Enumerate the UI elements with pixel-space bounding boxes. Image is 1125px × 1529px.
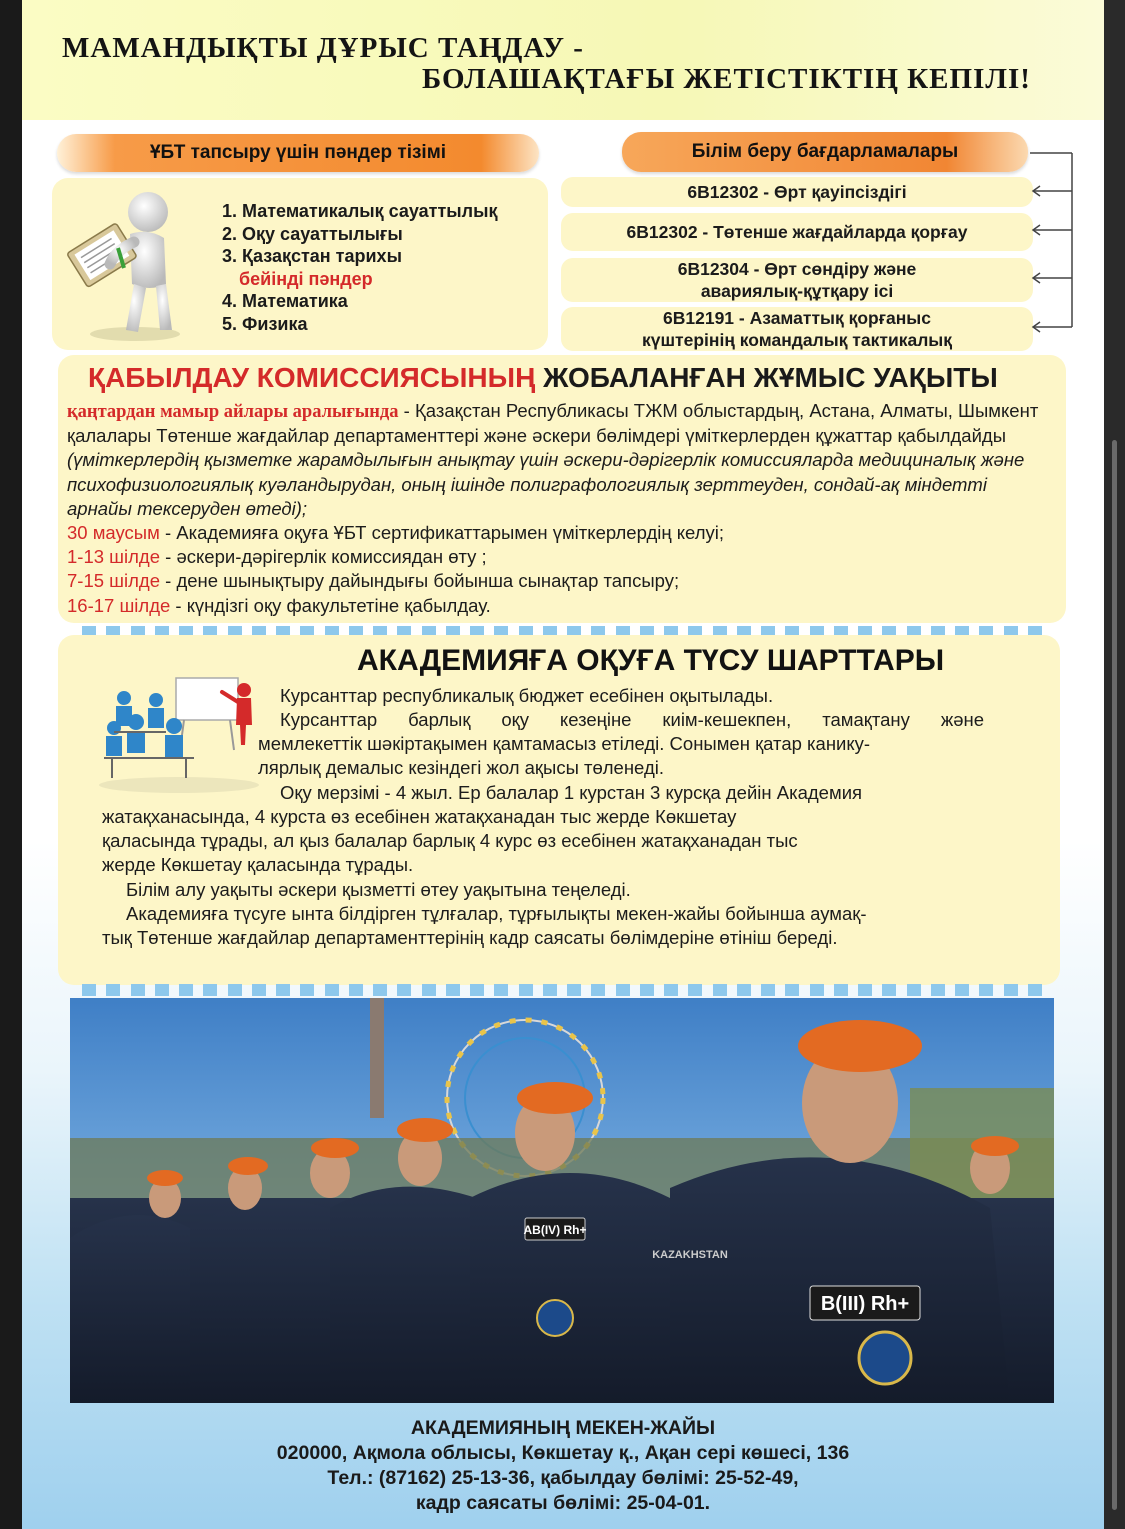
divider-dash (616, 984, 630, 996)
subject-item: 3. Қазақстан тарихы (222, 246, 402, 266)
condition-line: Академияға түсуге ынта білдірген тұлғалар, тұрғылықты мекен-жайы бойынша аумақ- (126, 903, 867, 924)
condition-paragraph (102, 805, 798, 878)
commission-title (88, 362, 998, 394)
program-item (561, 177, 1033, 207)
divider-dash (810, 984, 824, 996)
divider-dash (131, 984, 145, 996)
divider-dash (470, 984, 484, 996)
address-title: АКАДЕМИЯНЫҢ МЕКЕН-ЖАЙЫ (410, 1417, 716, 1439)
condition-line: лярлық демалыс кезіндегі жол ақысы төленеді. (258, 757, 664, 779)
condition-paragraph (280, 781, 862, 805)
page-title-line2: БОЛАШАҚТАҒЫ ЖЕТІСТІКТІҢ КЕПІЛІ! (422, 63, 1031, 95)
scrollbar-thumb[interactable] (1112, 440, 1117, 1510)
divider-dash (82, 984, 96, 996)
divider-dash (155, 984, 169, 996)
divider-dash (203, 984, 217, 996)
condition-line: жерде Көкшетау қаласында тұрады. (102, 854, 414, 876)
divider-dash (106, 984, 120, 996)
divider-dash (397, 984, 411, 996)
viewer-scrollbar[interactable] (1104, 0, 1125, 1529)
schedule-date: 30 маусым (67, 522, 160, 544)
divider-dash (422, 984, 436, 996)
divider-dash (446, 984, 460, 996)
dashed-divider (82, 984, 1042, 996)
photo-badge-blood-2: AB(IV) Rh+ (523, 1223, 587, 1237)
condition-line: қаласында тұрады, ал қыз балалар барлық 4 курс өз есебінен жатақханадан тыс (102, 830, 798, 852)
divider-dash (519, 984, 533, 996)
program-label: 6В12191 - Азаматтық қорғаныс (663, 308, 931, 328)
commission-paragraph (67, 399, 1057, 521)
condition-line: мемлекеттік шәкіртақымен қамтамасыз етіледі. Сонымен қатар канику- (258, 733, 871, 755)
divider-dash (737, 984, 751, 996)
figure-with-clipboard-icon (60, 184, 200, 344)
condition-paragraph: Курсанттар республикалық бюджет есебінен оқытылады. (280, 685, 774, 706)
divider-dash (252, 984, 266, 996)
page-title-line1: МАМАНДЫҚТЫ ДҰРЫС ТАҢДАУ - (62, 32, 584, 64)
period-highlight: қаңтардан мамыр айлары аралығында (67, 402, 399, 422)
commission-body (67, 399, 1057, 618)
schedule-item (67, 594, 1057, 618)
program-label: 6В12302 - Өрт қауіпсіздігі (687, 182, 907, 202)
divider-dash (349, 984, 363, 996)
program-label: авариялық-құтқару ісі (700, 281, 894, 301)
photo-badge-country: KAZAKHSTAN (652, 1249, 728, 1261)
program-label: күштерінің командалық тактикалық (641, 330, 953, 350)
divider-dash (640, 984, 654, 996)
condition-paragraph: Білім алу уақыты әскери қызметті өтеу уақытына теңеледі. (126, 879, 631, 900)
program-item (561, 307, 1033, 351)
commission-note: (үміткерлердің қызметке жарамдылығын анықтау үшін әскери-дәрігерлік комиссияларда медициналық және психофизиологиялық куәландырудан, оның ішінде полиграфологиялық зерттеуден, сондай-ақ міндетті арнайы тексеруден өтеді); (67, 449, 1025, 519)
address-line: 020000, Ақмола облысы, Көкшетау қ., Ақан сері көшесі, 136 (276, 1442, 850, 1464)
subject-item: 2. Оқу сауаттылығы (222, 223, 403, 244)
classroom-presentation-icon (94, 670, 264, 795)
subject-item: 1. Математикалық сауаттылық (222, 201, 498, 221)
brochure-page (22, 0, 1104, 1529)
divider-dash (325, 984, 339, 996)
schedule-text: - дене шынықтыру дайындығы бойынша сынақтар тапсыру; (160, 570, 680, 592)
condition-line: жатақханасында, 4 курста өз есебінен жатақханадан тыс жерде Көкшетау (102, 806, 737, 827)
program-label: 6В12304 - Өрт сөндіру және (677, 259, 917, 279)
divider-dash (931, 984, 945, 996)
divider-dash (713, 984, 727, 996)
divider-dash (979, 984, 993, 996)
commission-title-dark: ЖОБАЛАНҒАН ЖҰМЫС УАҚЫТЫ (543, 362, 998, 393)
condition-line: Оқу мерзімі - 4 жыл. Ер балалар 1 курстан 3 курсқа дейін Академия (280, 782, 863, 803)
schedule-text: - әскери-дәрігерлік комиссиядан өту ; (160, 546, 487, 568)
subjects-list (222, 200, 497, 335)
conditions-title: АКАДЕМИЯҒА ОҚУҒА ТҮСУ ШАРТТАРЫ (357, 644, 945, 677)
phone-line: кадр саясаты бөлімі: 25-04-01. (415, 1492, 711, 1514)
divider-dash (688, 984, 702, 996)
subjects-panel (52, 178, 548, 350)
subjects-heading: ҰБТ тапсыру үшін пәндер тізімі (57, 134, 539, 172)
schedule-date: 16-17 шілде (67, 594, 171, 616)
divider-dash (664, 984, 678, 996)
condition-paragraph (102, 902, 867, 950)
program-label: 6В12302 - Төтенше жағдайларда қорғау (626, 222, 968, 242)
divider-dash (591, 984, 605, 996)
schedule-text: - күндізгі оқу факультетіне қабылдау. (170, 594, 491, 616)
programs-heading: Білім беру бағдарламалары (622, 132, 1028, 172)
divider-dash (276, 984, 290, 996)
divider-dash (907, 984, 921, 996)
commission-text: - Қазақстан Республикасы ТЖМ облыстардың, Астана, Алматы, Шымкент қалалары Төтенше жағдайлар департаменттері және әскери бөлімдері үміткерлерден құжаттар қабылдайды (67, 400, 1039, 447)
subject-item: 5. Физика (222, 313, 308, 334)
cadets-photo (70, 998, 1054, 1403)
phone-line: Тел.: (87162) 25-13-36, қабылдау бөлімі: 25-52-49, (327, 1467, 799, 1489)
schedule-item (67, 521, 1057, 545)
divider-dash (834, 984, 848, 996)
divider-dash (1004, 984, 1018, 996)
divider-dash (785, 984, 799, 996)
divider-dash (494, 984, 508, 996)
commission-title-red: ҚАБЫЛДАУ КОМИССИЯСЫНЫҢ (88, 362, 536, 393)
condition-paragraph (258, 708, 984, 781)
divider-dash (543, 984, 557, 996)
divider-dash (300, 984, 314, 996)
divider-dash (567, 984, 581, 996)
divider-dash (882, 984, 896, 996)
divider-dash (373, 984, 387, 996)
condition-line: тық Төтенше жағдайлар департаменттерінің кадр саясаты бөлімдеріне өтініш береді. (102, 927, 838, 949)
schedule-text: - Академияға оқуға ҰБТ сертификаттарымен үміткерлердің келуі; (159, 522, 724, 544)
condition-line: Курсанттар барлық оқу кезеңіне киім-кешекпен, тамақтану және (280, 709, 984, 730)
divider-dash (761, 984, 775, 996)
program-item (561, 258, 1033, 302)
schedule-date: 7-15 шілде (67, 570, 160, 592)
divider-dash (858, 984, 872, 996)
schedule-date: 1-13 шілде (67, 546, 160, 568)
subject-item: 4. Математика (222, 291, 348, 311)
divider-dash (955, 984, 969, 996)
profile-subjects-label: бейінді пәндер (239, 268, 373, 289)
schedule-item (67, 569, 1057, 593)
photo-badge-blood-1: B(III) Rh+ (820, 1293, 910, 1315)
schedule-item (67, 545, 1057, 569)
bracket-arrows-icon (1030, 150, 1090, 340)
divider-dash (1028, 984, 1042, 996)
divider-dash (179, 984, 193, 996)
divider-dash (228, 984, 242, 996)
program-item (561, 213, 1033, 251)
